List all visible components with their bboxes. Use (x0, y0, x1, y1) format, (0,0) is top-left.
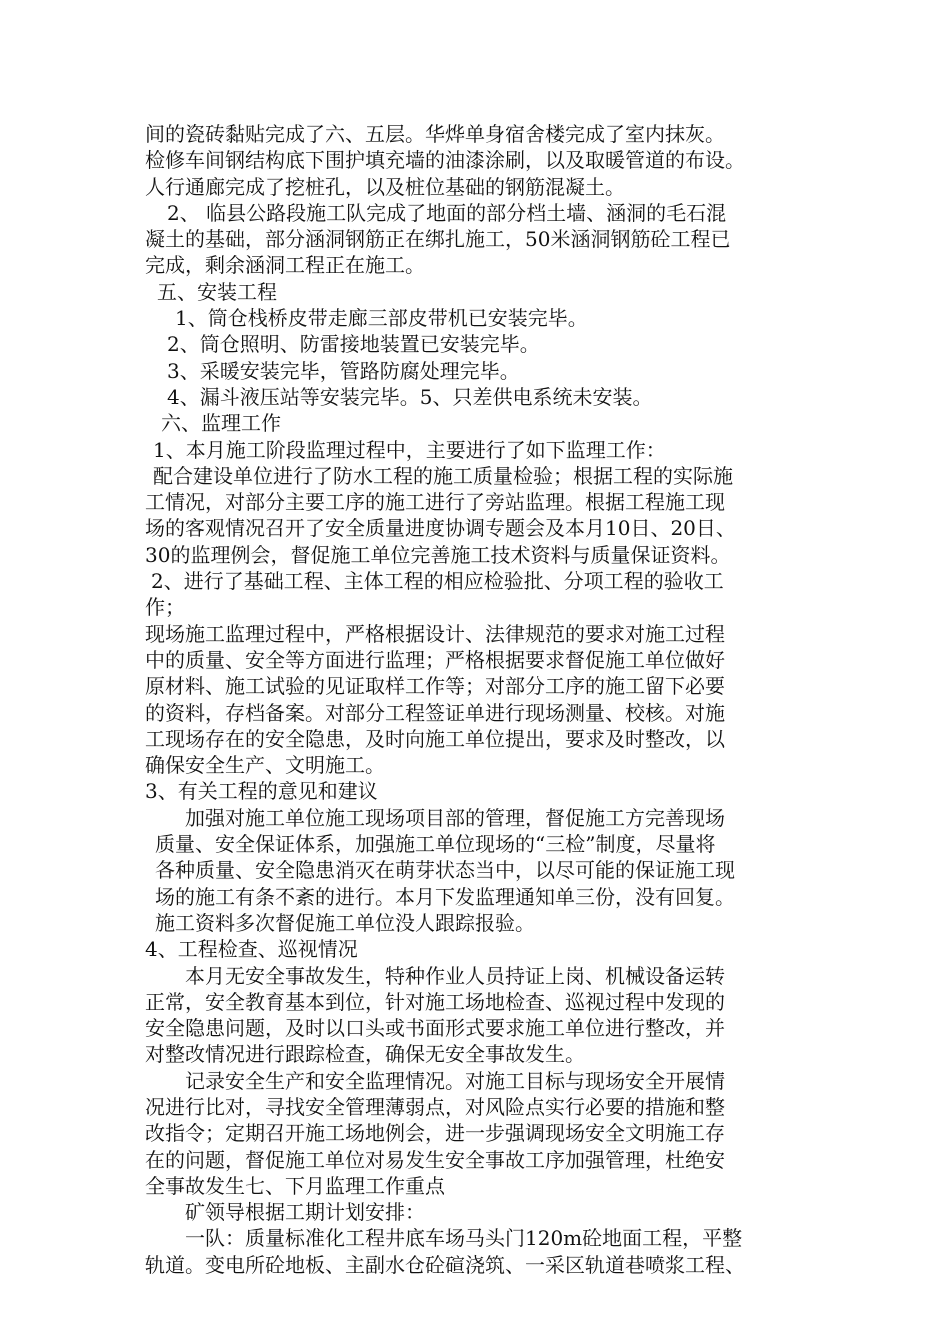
text-line: 2、筒仓照明、防雷接地装置已安装完毕。 (167, 332, 540, 357)
text-line: 2、进行了基础工程、主体工程的相应检验批、分项工程的验收工 (151, 569, 724, 594)
text-line: 本月无安全事故发生，特种作业人员持证上岗、机械设备运转 (185, 963, 725, 988)
text-line: 现场施工监理过程中，严格根据设计、法律规范的要求对施工过程 (145, 621, 725, 646)
section-heading: 3、有关工程的意见和建议 (145, 779, 378, 804)
text-line: 场的施工有条不紊的进行。本月下发监理通知单三份，没有回复。 (155, 884, 735, 909)
text-line: 施工资料多次督促施工单位没人跟踪报验。 (155, 910, 535, 935)
text-line: 正常，安全教育基本到位，针对施工场地检查、巡视过程中发现的 (145, 989, 725, 1014)
text-line: 1、筒仓栈桥皮带走廊三部皮带机已安装完毕。 (175, 306, 588, 331)
text-line: 安全隐患问题，及时以口头或书面形式要求施工单位进行整改，并 (145, 1016, 725, 1041)
text-line: 2、 临县公路段施工队完成了地面的部分档土墙、涵洞的毛石混 (167, 200, 727, 225)
text-line: 间的瓷砖黏贴完成了六、五层。华烨单身宿舍楼完成了室内抹灰。 (145, 122, 725, 146)
text-line: 配合建设单位进行了防水工程的施工质量检验；根据工程的实际施 (153, 463, 733, 488)
text-line: 全事故发生七、下月监理工作重点 (145, 1173, 445, 1198)
text-line: 凝土的基础，部分涵洞钢筋正在绑扎施工，50米涵洞钢筋砼工程已 (145, 227, 731, 252)
text-line: 记录安全生产和安全监理情况。对施工目标与现场安全开展情 (185, 1068, 725, 1093)
text-line: 的资料，存档备案。对部分工程签证单进行现场测量、校核。对施 (145, 700, 725, 725)
text-line: 对整改情况进行跟踪检查，确保无安全事故发生。 (145, 1042, 585, 1067)
section-heading: 五、安装工程 (157, 279, 277, 304)
text-line: 检修车间钢结构底下围护填充墙的油漆涂刷，以及取暖管道的布设。 (145, 148, 745, 173)
text-line: 中的质量、安全等方面进行监理；严格根据要求督促施工单位做好 (145, 647, 725, 672)
text-line: 确保安全生产、文明施工。 (145, 753, 385, 778)
text-line: 3、采暖安装完毕，管路防腐处理完毕。 (167, 358, 520, 383)
text-line: 矿领导根据工期计划安排： (185, 1200, 425, 1225)
text-line: 原材料、施工试验的见证取样工作等；对部分工序的施工留下必要 (145, 674, 725, 699)
text-line: 工情况，对部分主要工序的施工进行了旁站监理。根据工程施工现 (145, 490, 725, 515)
text-line: 质量、安全保证体系，加强施工单位现场的“三检”制度，尽量将 (155, 832, 716, 857)
text-line: 完成，剩余涵洞工程正在施工。 (145, 253, 425, 278)
text-line: 1、本月施工阶段监理过程中，主要进行了如下监理工作： (153, 437, 666, 462)
text-line: 4、漏斗液压站等安装完毕。5、只差供电系统未安装。 (167, 384, 653, 409)
text-line: 作； (145, 595, 185, 620)
text-line: 加强对施工单位施工现场项目部的管理，督促施工方完善现场 (185, 805, 725, 830)
document-body (145, 121, 835, 1278)
text-line: 场的客观情况召开了安全质量进度协调专题会及本月10日、20日、 (145, 516, 736, 541)
text-line: 在的问题，督促施工单位对易发生安全事故工序加强管理，杜绝安 (145, 1147, 725, 1172)
text-line: 轨道。变电所砼地板、主副水仓砼碹浇筑、一采区轨道巷喷浆工程、 (145, 1252, 745, 1277)
text-line: 30的监理例会，督促施工单位完善施工技术资料与质量保证资料。 (145, 542, 731, 567)
text-line: 况进行比对，寻找安全管理薄弱点，对风险点实行必要的措施和整 (145, 1094, 725, 1119)
text-line: 改指令；定期召开施工场地例会，进一步强调现场安全文明施工存 (145, 1121, 725, 1146)
text-line: 工现场存在的安全隐患，及时向施工单位提出，要求及时整改，以 (145, 726, 725, 751)
text-line: 一队：质量标准化工程井底车场马头门120m砼地面工程，平整 (185, 1226, 743, 1251)
section-heading: 4、工程检查、巡视情况 (145, 937, 358, 962)
section-heading: 六、监理工作 (161, 411, 281, 436)
text-line: 人行通廊完成了挖桩孔，以及桩位基础的钢筋混凝土。 (145, 174, 625, 199)
text-line: 各种质量、安全隐患消灭在萌芽状态当中，以尽可能的保证施工现 (155, 858, 735, 883)
